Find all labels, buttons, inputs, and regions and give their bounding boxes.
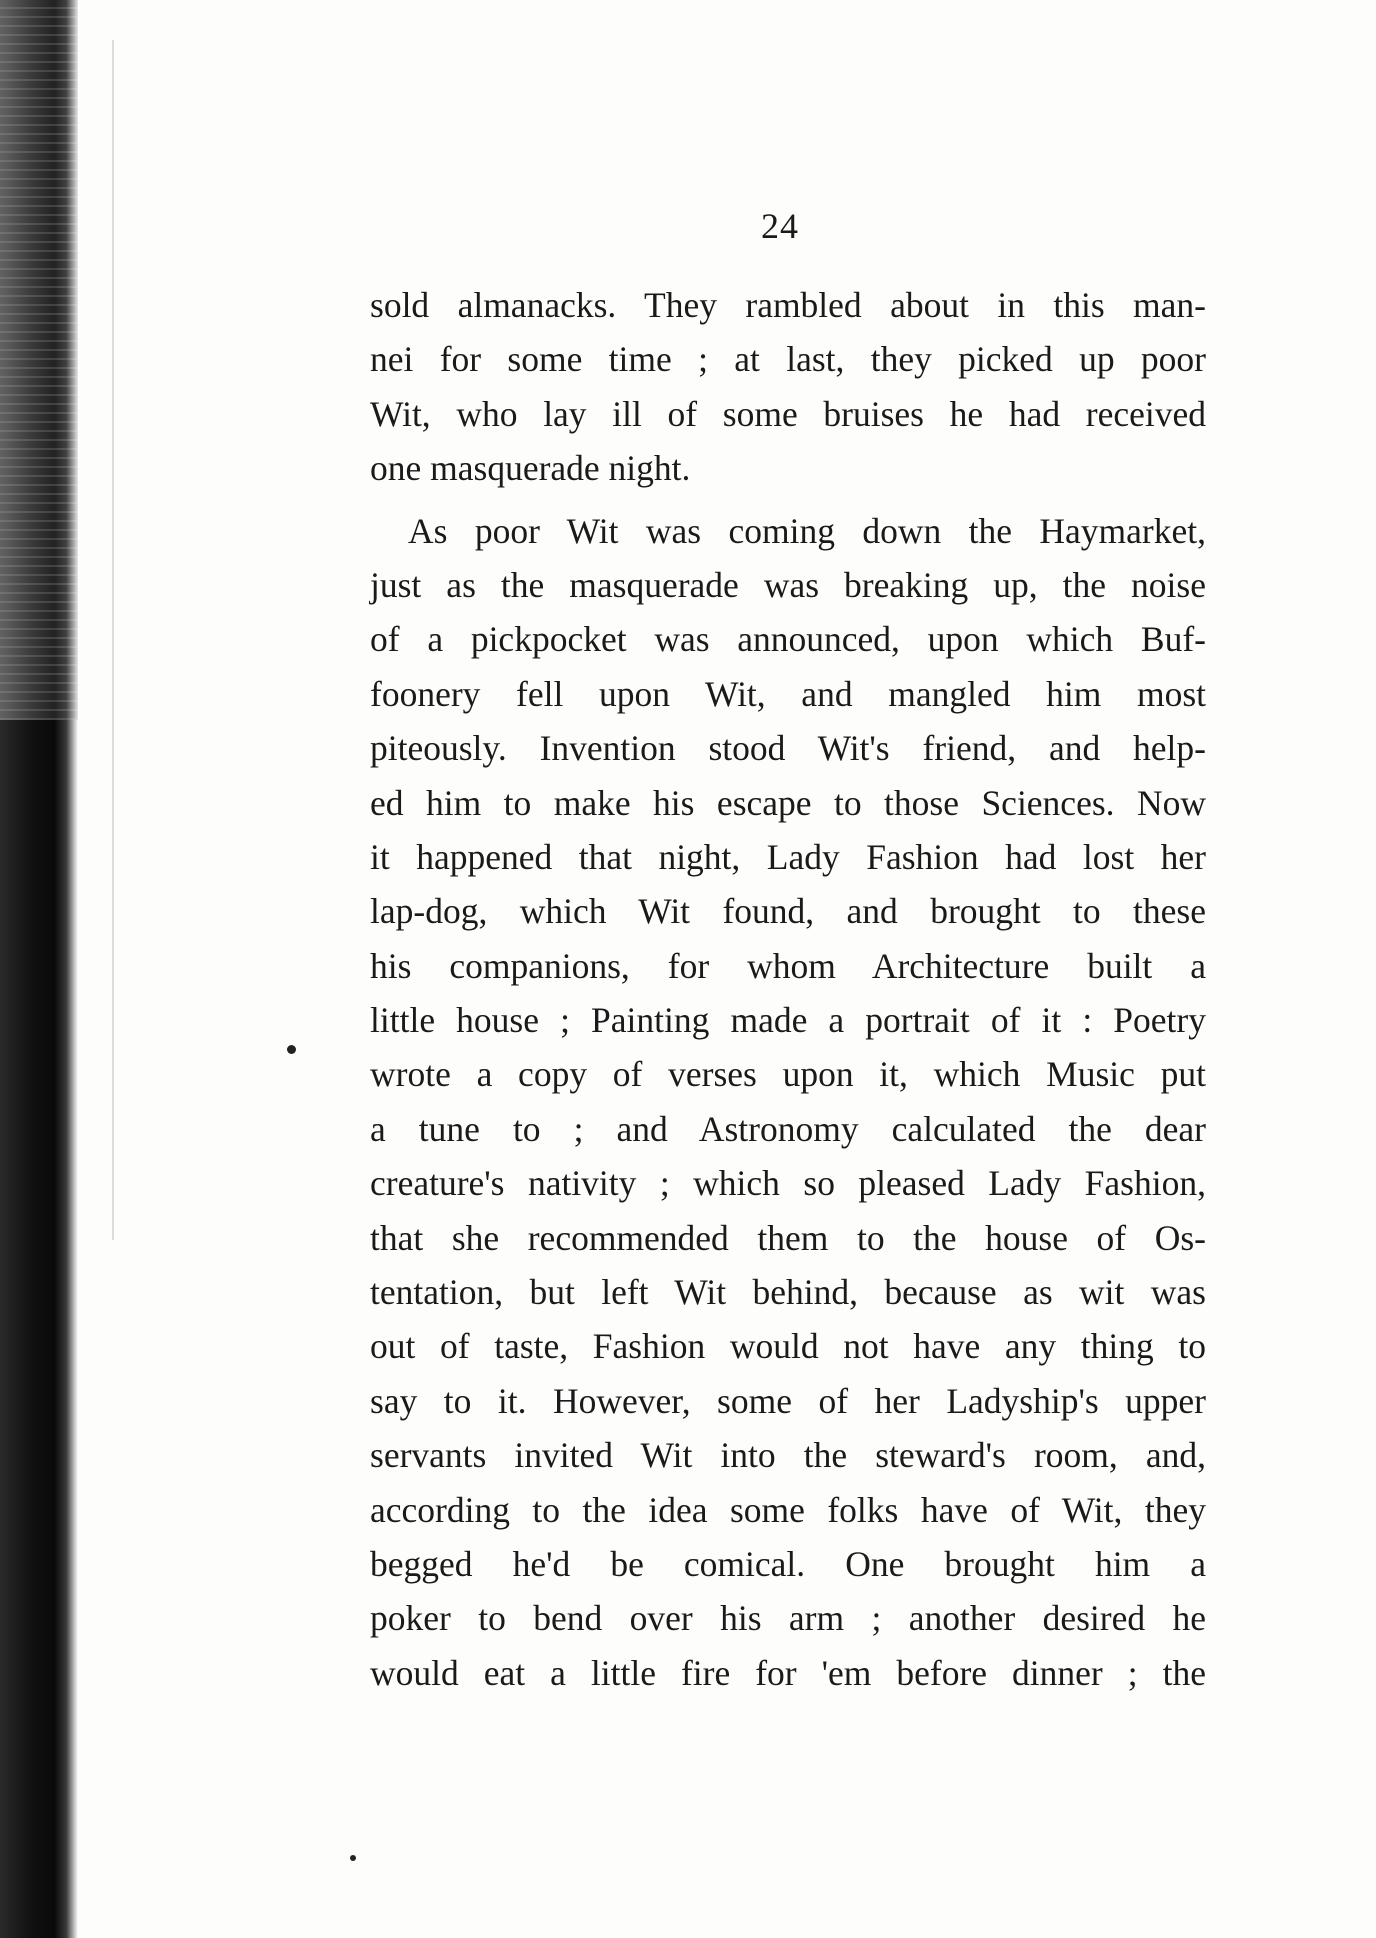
- text-line: servants invited Wit into the steward's room, and,: [370, 1435, 1206, 1476]
- text-line: would eat a little fire for 'em before dinner ; the: [370, 1652, 1206, 1693]
- text-line: according to the idea some folks have of Wit, they: [370, 1489, 1206, 1530]
- ink-blot: [350, 1855, 356, 1861]
- text-line: say to it. However, some of her Ladyship's upper: [370, 1380, 1206, 1421]
- text-line: ed him to make his escape to those Sciences. Now: [370, 782, 1206, 823]
- text-line: begged he'd be comical. One brought him a: [370, 1543, 1206, 1584]
- text-line: As poor Wit was coming down the Haymarket,: [408, 510, 1206, 551]
- text-line: poker to bend over his arm ; another desired he: [370, 1598, 1206, 1639]
- text-line: Wit, who lay ill of some bruises he had received: [370, 393, 1206, 434]
- paragraph-gap: [370, 496, 1206, 504]
- text-line: out of taste, Fashion would not have any thing to: [370, 1326, 1206, 1367]
- text-line: little house ; Painting made a portrait of it : Poetry: [370, 1000, 1206, 1041]
- binding-edge-texture: [0, 0, 78, 720]
- text-line: piteously. Invention stood Wit's friend, and help-: [370, 728, 1206, 769]
- text-line: just as the masquerade was breaking up, the noise: [370, 564, 1206, 605]
- paragraph: [370, 278, 1206, 496]
- text-line: it happened that night, Lady Fashion had lost her: [370, 836, 1206, 877]
- page-number: 24: [761, 206, 799, 246]
- text-line: nei for some time ; at last, they picked up poor: [370, 339, 1206, 380]
- text-line: a tune to ; and Astronomy calculated the dear: [370, 1108, 1206, 1149]
- ink-blot: [287, 1045, 296, 1054]
- text-line: lap-dog, which Wit found, and brought to these: [370, 891, 1206, 932]
- paragraph: [370, 504, 1206, 1701]
- text-line: that she recommended them to the house of Os-: [370, 1217, 1206, 1258]
- text-line: his companions, for whom Architecture built a: [370, 945, 1206, 986]
- text-line: of a pickpocket was announced, upon which Buf-: [370, 619, 1206, 660]
- text-line: tentation, but left Wit behind, because as wit was: [370, 1272, 1206, 1313]
- text-line: foonery fell upon Wit, and mangled him most: [370, 673, 1206, 714]
- body-text: [370, 278, 1206, 1700]
- gutter-shadow: [112, 40, 114, 1240]
- text-line: creature's nativity ; which so pleased Lady Fashion,: [370, 1163, 1206, 1204]
- text-line: wrote a copy of verses upon it, which Music put: [370, 1054, 1206, 1095]
- text-line: sold almanacks. They rambled about in this man-: [370, 285, 1206, 325]
- text-line: one masquerade night.: [370, 448, 691, 489]
